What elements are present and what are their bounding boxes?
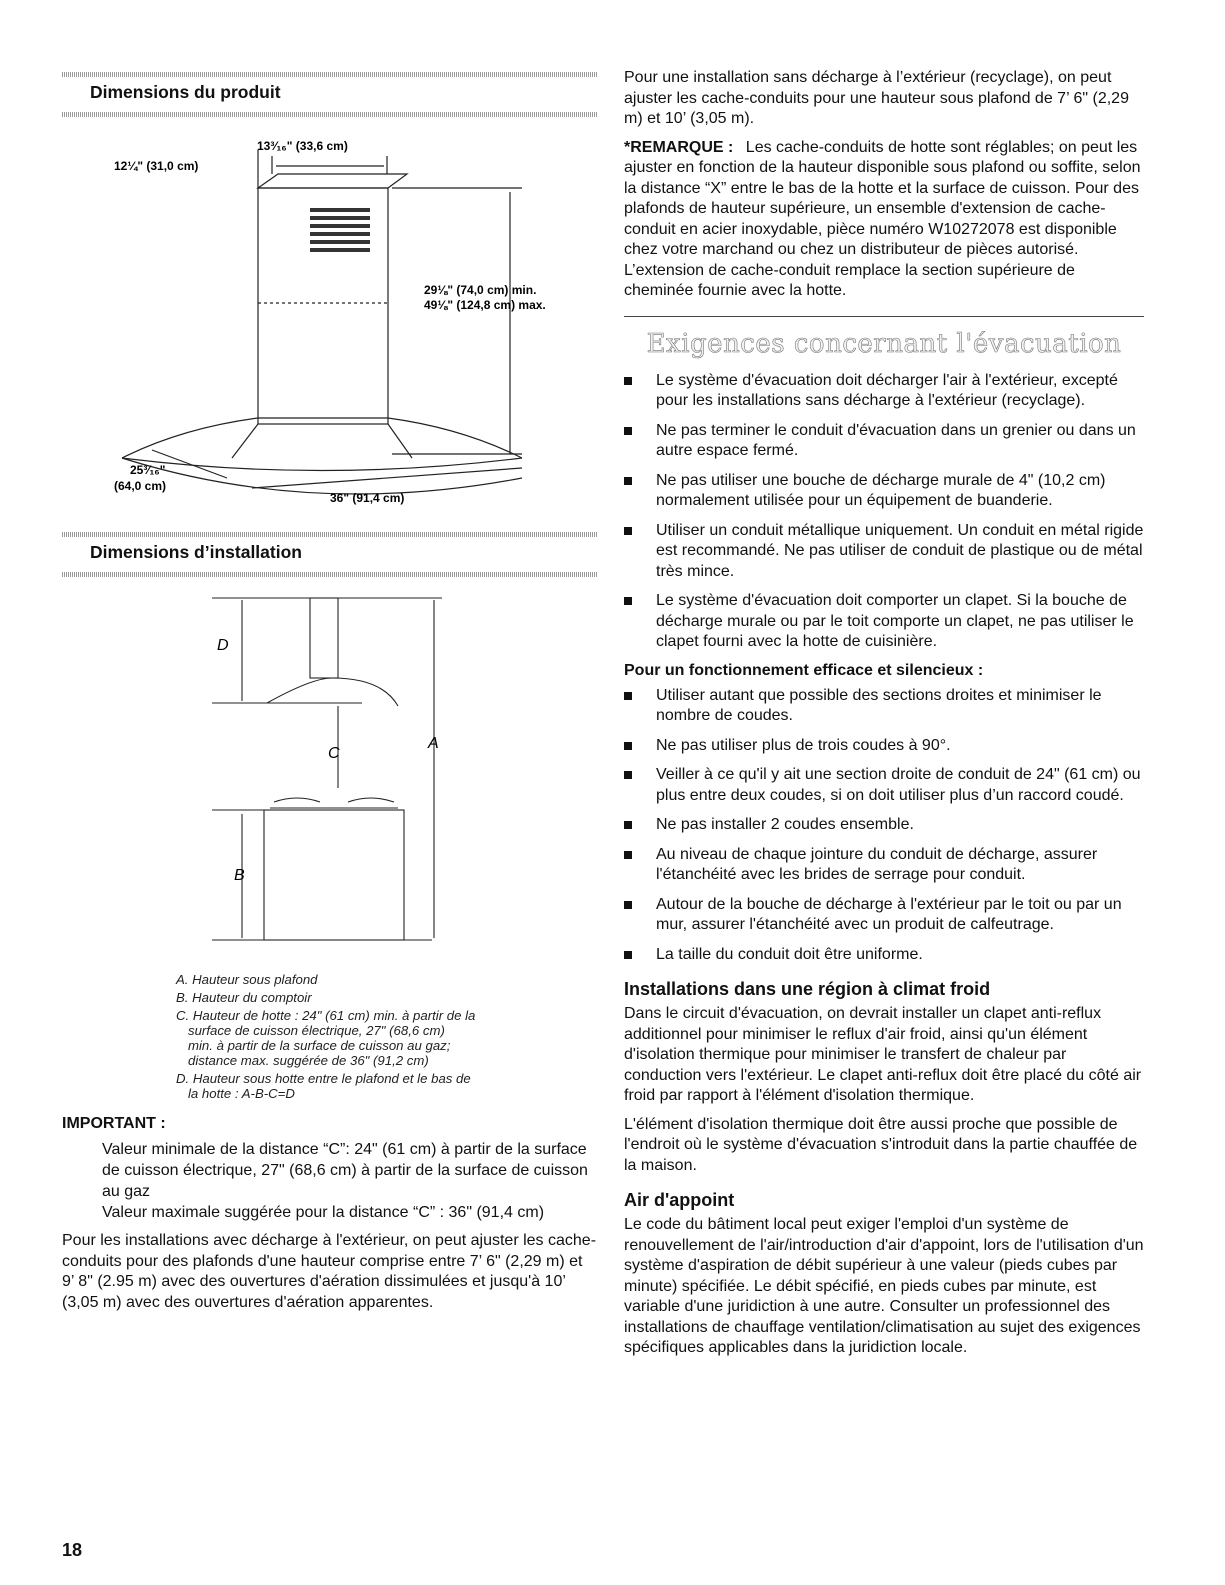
bullet-icon: [624, 477, 632, 485]
list-item: [624, 895, 1144, 936]
left-column: [62, 68, 597, 1321]
installation-diagram: [62, 588, 597, 968]
installation-dimensions-title: Dimensions d’installation: [90, 542, 302, 562]
list-item: [624, 371, 1144, 412]
bullet-icon: [624, 951, 632, 959]
list-item: [624, 765, 1144, 806]
product-dimensions-header: [62, 68, 597, 120]
bullet-icon: [624, 742, 632, 750]
cold-weather-paragraph-1: Dans le circuit d'évacuation, on devrait installer un clapet anti-reflux additionnel pour minimiser le reflux d'air froid, ainsi qu'un élément d'isolation thermique pour minimiser le transfert de chaleur par conduction vers l'extérieur. Le clapet anti-reflux doit être placé du côté air froid par rapport à l'élément d'isolation thermique.: [624, 1005, 1142, 1104]
list-item-text: Veiller à ce qu'il y ait une section droite de conduit de 24" (61 cm) ou plus entre deux coudes, si on doit utiliser plus d’un raccord coudé.: [656, 766, 1141, 804]
label-c: C: [328, 745, 340, 762]
list-item: [624, 736, 1144, 757]
header-stripe: [62, 112, 597, 117]
list-item-text: Le système d'évacuation doit décharger l'air à l'extérieur, excepté pour les installations sans décharge à l'extérieur (recyclage).: [656, 371, 1118, 409]
header-stripe: [62, 532, 597, 537]
list-item-text: Le système d'évacuation doit comporter un clapet. Si la bouche de décharge murale ou par le toit comporte un clapet, ne pas utiliser le clapet fourni avec la hotte de cuisinière.: [656, 592, 1134, 650]
important-text-min: Valeur minimale de la distance “C”: 24" (61 cm) à partir de la surface de cuisson électrique, 27" (68,6 cm) à partir de la surface de cuisson au gaz: [102, 1141, 588, 1200]
bullet-icon: [624, 821, 632, 829]
list-item-text: Ne pas installer 2 coudes ensemble.: [656, 816, 914, 833]
bullet-icon: [624, 597, 632, 605]
list-item: [624, 421, 1144, 462]
legend-d: [176, 1071, 597, 1101]
legend-b: B. Hauteur du comptoir: [176, 990, 312, 1005]
label-a: A: [428, 735, 439, 752]
header-stripe: [62, 572, 597, 577]
product-dimensions-title: Dimensions du produit: [90, 82, 281, 102]
important-text-max: Valeur maximale suggérée pour la distance “C” : 36" (91,4 cm): [102, 1204, 545, 1221]
recirculation-intro: Pour une installation sans décharge à l’extérieur (recyclage), on peut ajuster les cache-conduits pour une hauteur sous plafond de 7’ 6" (2,29 m) et 10’ (3,05 m).: [624, 69, 1129, 127]
note-label: *REMARQUE :: [624, 138, 734, 156]
bullet-icon: [624, 377, 632, 385]
list-item: [624, 945, 1144, 966]
legend-c-line1: C. Hauteur de hotte : 24" (61 cm) min. à partir de la: [176, 1008, 476, 1023]
list-item-text: Ne pas utiliser une bouche de décharge murale de 4" (10,2 cm) normalement utilisée pour un équipement de buanderie.: [656, 471, 1106, 509]
bullet-icon: [624, 771, 632, 779]
cold-weather-paragraph-2: L'élément d'isolation thermique doit être aussi proche que possible de l'endroit où le système d'évacuation s'introduit dans la partie chauffée de la maison.: [624, 1115, 1138, 1174]
bullet-icon: [624, 851, 632, 859]
list-item: [624, 471, 1144, 512]
legend-c: [176, 1008, 597, 1068]
legend-c-line4: distance max. suggérée de 36" (91,2 cm): [188, 1053, 429, 1068]
legend-a: A. Hauteur sous plafond: [176, 972, 318, 987]
legend-d-line2: la hotte : A-B-C=D: [188, 1086, 295, 1101]
note-text: Les cache-conduits de hotte sont réglables; on peut les ajuster en fonction de la hauteur disponible sous plafond ou soffite, selon la distance “X” entre le bas de la hotte et la surface de cuisson. Pour des plafonds de hauteur supérieure, un ensemble d'extension de cache-conduit en acier inoxydable, pièce numéro W10272078 est disponible chez votre marchand ou chez un distributeur de pièces autorisé. L’extension de cache-conduit remplace la section supérieure de cheminée fournie avec la hotte.: [624, 138, 1141, 299]
efficient-operation-title: Pour un fonctionnement efficace et silencieux :: [624, 661, 984, 679]
bullet-icon: [624, 901, 632, 909]
legend-c-line3: min. à partir de la surface de cuisson au gaz;: [188, 1038, 451, 1053]
page-number: 18: [62, 1540, 83, 1560]
installation-dimensions-header: [62, 528, 597, 580]
bullet-icon: [624, 427, 632, 435]
list-item-text: Ne pas terminer le conduit d'évacuation dans un grenier ou dans un autre espace fermé.: [656, 421, 1136, 459]
makeup-air-title: Air d'appoint: [624, 1190, 735, 1210]
product-dimensions-figure: [62, 128, 597, 528]
vented-installation-paragraph: Pour les installations avec décharge à l'extérieur, on peut ajuster les cache-conduits pour des plafonds d'une hauteur comprise entre 7’ 6" (2,29 m) et 9’ 8" (2.95 m) avec des ouvertures d'aération dissimulées et jusqu'à 10’ (3,05 m) avec des ouvertures d'aération apparentes.: [62, 1232, 597, 1311]
makeup-air-paragraph: Le code du bâtiment local peut exiger l'emploi d'un système de renouvellement de l'air/introduction d'air d'appoint, lors de l'utilisation d'un système d'aspiration de débit supérieur à une valeur (pieds cubes par minute) spécifiée. Le débit spécifié, en pieds cubes par minute, est variable d'une juridiction à une autre. Consulter un professionnel des installations de chauffage ventilation/climatisation au sujet des exigences spécifiques applicables dans la juridiction locale.: [624, 1216, 1144, 1356]
note-paragraph: [624, 138, 1144, 302]
exhaust-requirements-title: Exigences concernant l'évacuation: [646, 328, 1122, 359]
list-item-text: Ne pas utiliser plus de trois coudes à 90°.: [656, 736, 951, 754]
bullet-icon: [624, 527, 632, 535]
right-column: [624, 68, 1144, 1367]
exhaust-requirements-list: [624, 371, 1144, 653]
list-item-text: Utiliser autant que possible des sections droites et minimiser le nombre de coudes.: [656, 686, 1102, 724]
bullet-icon: [624, 692, 632, 700]
list-item: [624, 845, 1144, 886]
list-item: [624, 591, 1144, 653]
list-item-text: Utiliser un conduit métallique uniquement. Un conduit en métal rigide est recommandé. Ne pas utiliser de conduit de plastique ou de métal très mince.: [656, 521, 1144, 580]
figure-legend: [176, 972, 597, 1101]
cold-weather-title: Installations dans une région à climat froid: [624, 979, 991, 999]
important-title: IMPORTANT :: [62, 1115, 166, 1132]
legend-d-line1: D. Hauteur sous hotte entre le plafond et le bas de: [176, 1071, 471, 1086]
installation-dimensions-figure: [62, 588, 597, 968]
list-item-text: Au niveau de chaque jointure du conduit de décharge, assurer l'étanchéité avec les brides de serrage pour conduit.: [656, 845, 1098, 883]
dim-depth-metric-label: (64,0 cm): [114, 479, 167, 493]
dim-width-label: 36" (91,4 cm): [330, 491, 405, 505]
list-item-text: Autour de la bouche de décharge à l'extérieur par le toit ou par un mur, assurer l'étanchéité avec un produit de calfeutrage.: [656, 895, 1122, 933]
list-item: [624, 686, 1144, 727]
header-stripe: [62, 72, 597, 77]
section-divider: [624, 316, 1144, 317]
dim-depth-label: 25³⁄₁₆": [130, 463, 166, 477]
dim-left-label: 12¼" (31,0 cm): [114, 159, 199, 173]
dim-height-min-label: 29⅛" (74,0 cm) min.: [424, 283, 537, 297]
list-item: [624, 521, 1144, 583]
efficient-operation-list: [624, 686, 1144, 966]
dim-height-max-label: 49⅛" (124,8 cm) max.: [424, 298, 546, 312]
range-hood-diagram: [62, 128, 597, 528]
legend-c-line2: surface de cuisson électrique, 27" (68,6 cm): [188, 1023, 445, 1038]
dim-top-label: 13³⁄₁₆" (33,6 cm): [257, 139, 348, 153]
label-b: B: [234, 867, 245, 884]
list-item: [624, 815, 1144, 836]
list-item-text: La taille du conduit doit être uniforme.: [656, 945, 923, 963]
label-d: D: [217, 637, 229, 654]
